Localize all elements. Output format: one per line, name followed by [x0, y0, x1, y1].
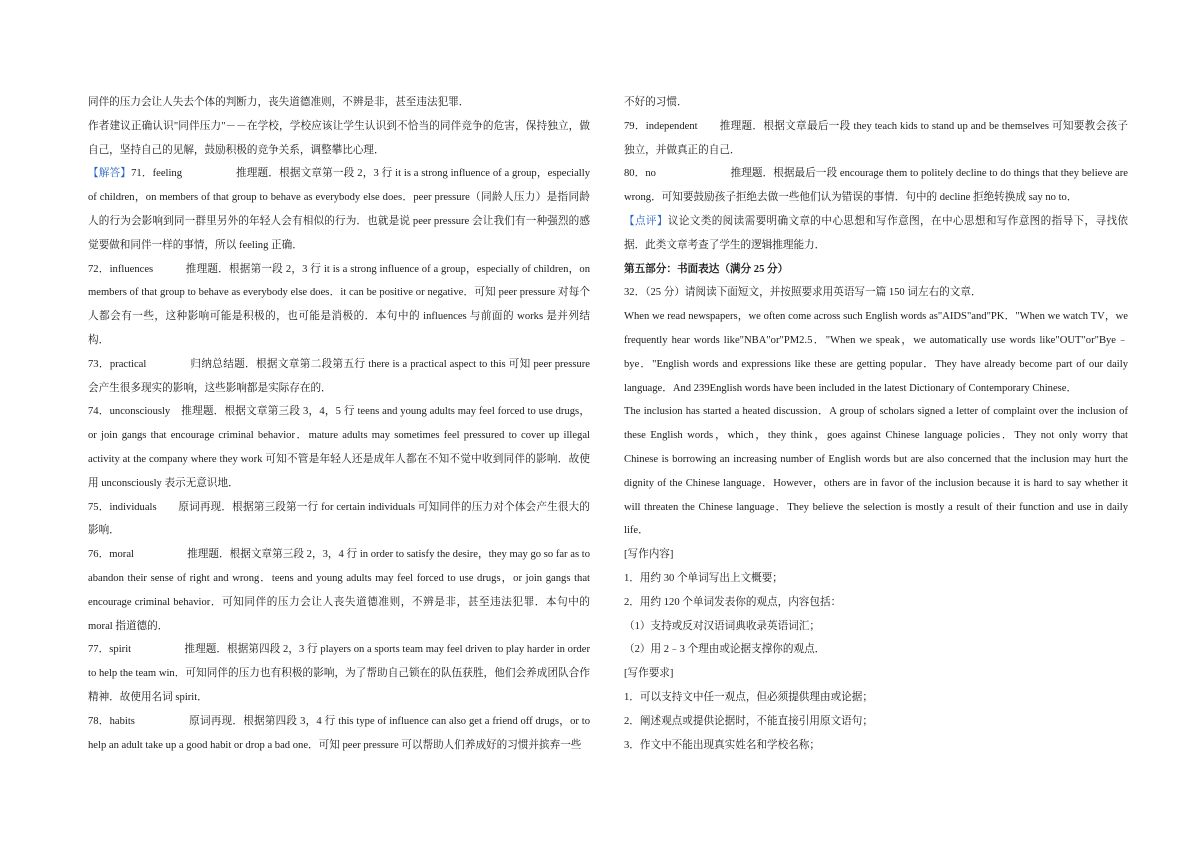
right-column: [624, 91, 1128, 757]
requirement-line: （2）用 2﹣3 个理由或论据支撑你的观点．: [624, 644, 826, 656]
comment-tag: 【点评】: [624, 215, 668, 227]
passage-para-1: When we read newspapers，we often come across such English words as"AIDS"and"PK．"When we watch TV，we frequently hear words like"NBA"or"PM2.5．"When we speak，we automatically use words like"OUT"or"Bye﹣bye．"English words and expressions like these are getting popular．They have already become part of our daily language．And 239English words have been included in the latest Dictionary of Contemporary Chinese．: [624, 311, 1128, 394]
requirement-line: 3．作文中不能出现真实姓名和学校名称；: [624, 739, 820, 751]
answer-80: 80．no 推理题．根据最后一段 encourage them to politely decline to do things that they believe are wrong．可知要鼓励孩子拒绝去做一些他们认为错误的事情．句中的 decline 拒绝转换成 say no to．: [624, 168, 1128, 204]
answer-73: 73．practical 归纳总结题．根据文章第二段第五行 there is a practical aspect to this 可知 peer pressure 会产生很多现实的影响，这些影响都是实际存在的．: [88, 358, 590, 394]
answer-79: 79．independent 推理题．根据文章最后一段 they teach kids to stand up and be themselves 可知要教会孩子独立，并做真正的自己．: [624, 120, 1128, 156]
answer-71-text: 71．feeling 推理题．根据文章第一段 2，3 行 it is a strong influence of a group，especially of children，on members of that group to behave as everybody else does．peer pressure（同龄人压力）是指同龄人的行为会影响到同一群里另外的年轻人会有相似的行为．也就是说 peer pressure 会让我们有一种强烈的感觉要做和同伴一样的事情，所以 feeling 正确．: [88, 168, 590, 251]
requirement-line: （1）支持或反对汉语词典收录英语词汇；: [624, 620, 820, 632]
answer-tag: 【解答】: [88, 168, 132, 180]
section-title: 第五部分：书面表达（满分 25 分）: [624, 263, 789, 275]
requirement-line: 2．用约 120 个单词发表你的观点，内容包括：: [624, 596, 842, 608]
continuation-text: 不好的习惯．: [624, 97, 688, 108]
question-32: 32．（25 分）请阅读下面短文，并按照要求用英语写一篇 150 词左右的文章．: [624, 287, 982, 299]
passage-para-2: The inclusion has started a heated discussion．A group of scholars signed a letter of complaint over the inclusion of these English words，which，they think，goes against Chinese language policies．They not only worry that Chinese is borrowing an increasing number of English words but are also concerned that the inclusion may hurt the dignity of the Chinese language．However，others are in favor of the inclusion because it is hard to say whether it will threaten the Chinese language．They believe the selection is mostly a result of their function and use in daily life．: [624, 406, 1128, 537]
comment-text: 议论文类的阅读需要明确文章的中心思想和写作意图，在中心思想和写作意图的指导下，寻找依据．此类文章考查了学生的逻辑推理能力．: [624, 215, 1128, 251]
comment: [624, 210, 1128, 258]
answer-72: 72．influences 推理题．根据第一段 2，3 行 it is a strong influence of a group，especially of children，on members of that group to behave as everybody else does．it can be positive or negative．可知 peer pressure 对每个人都会有一些，这种影响可能是积极的，也可能是消极的．本句中的 influences 与前面的 works 是并列结构．: [88, 263, 590, 346]
requirement-line: [写作要求]: [624, 668, 674, 680]
requirement-line: 1．可以支持文中任一观点，但必须提供理由或论据；: [624, 691, 873, 703]
requirement-line: 2．阐述观点或提供论据时，不能直接引用原文语句；: [624, 715, 873, 727]
left-para-0: 同伴的压力会让人失去个体的判断力，丧失道德准则，不辨是非，甚至违法犯罪．: [88, 97, 470, 108]
answer-75: 75．individuals 原词再现．根据第三段第一行 for certain individuals 可知同伴的压力对个体会产生很大的影响．: [88, 501, 590, 537]
answer-71: [88, 162, 590, 257]
left-para-1: 作者建议正确认识"同伴压力"－－在学校，学校应该让学生认识到不恰当的同伴竞争的危害，保持独立，做自己，坚持自己的见解，鼓励积极的竞争关系，调整攀比心理．: [88, 120, 590, 156]
requirement-line: [写作内容]: [624, 549, 674, 561]
answer-77: 77．spirit 推理题．根据第四段 2，3 行 players on a sports team may feel driven to play harder in order to help the team win．可知同伴的压力也有积极的影响，为了帮助自己锁在的队伍获胜，他们会养成团队合作精神．故使用名词 spirit．: [88, 644, 590, 703]
answer-78: 78．habits 原词再现．根据第四段 3，4 行 this type of influence can also get a friend off drugs，or to help an adult take up a good habit or drop a bad one．可知 peer pressure 可以帮助人们养成好的习惯并摈弃一些: [88, 715, 590, 751]
answer-76: 76．moral 推理题．根据文章第三段 2，3，4 行 in order to satisfy the desire，they may go so far as to abandon their sense of right and wrong．teens and young adults may feel forced to use drugs，or join gangs that encourage criminal behavior．可知同伴的压力会让人丧失道德准则，不辨是非，甚至违法犯罪．本句中的 moral 指道德的．: [88, 549, 590, 632]
requirement-line: 1．用约 30 个单词写出上文概要；: [624, 572, 783, 584]
left-column: [88, 91, 590, 757]
answer-74: 74．unconsciously 推理题．根据文章第三段 3，4，5 行 teens and young adults may feel forced to use drugs，or join gangs that encourage criminal behavior．mature adults may sometimes feel pressured to cover up illegal activity at the company where they work 可知不管是年轻人还是成年人都在不知不觉中收到同伴的影响．故使用 unconsciously 表示无意识地．: [88, 406, 590, 489]
